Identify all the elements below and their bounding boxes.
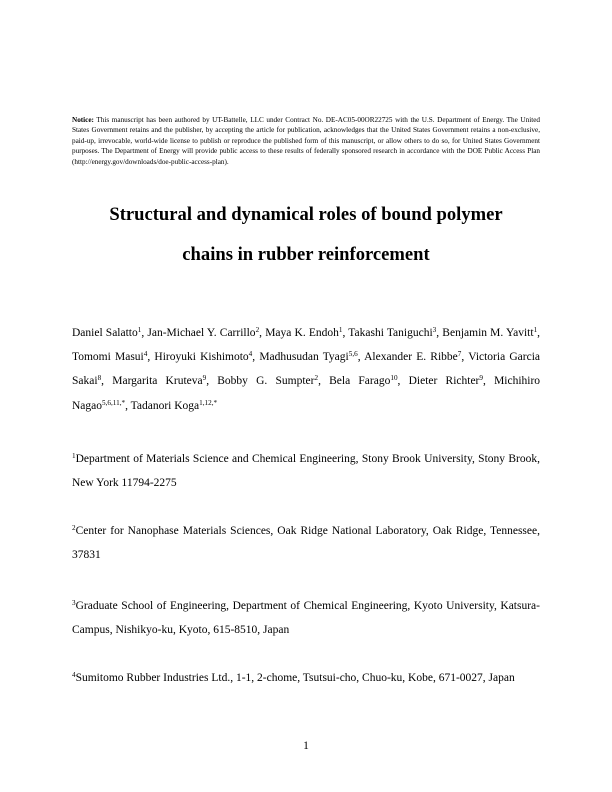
author-name: Tomomi Masui xyxy=(72,351,144,364)
author-name: Margarita Kruteva xyxy=(112,375,203,388)
page-number: 1 xyxy=(303,740,309,752)
notice-text: This manuscript has been authored by UT-Battelle, LLC under Contract No. DE-AC05-00OR22725 with the U.S. Department of Energy. The United States Government retains and the publisher, by accepting the article for publication, acknowledges that the United States Government retains a non-exclusive, paid-up, irrevocable, world-wide license to publish or reproduce the published form of this manuscript, or allow others to do so, for United States Government purposes. The Department of Energy will provide public access to these results of federally sponsored research in accordance with the DOE Public Access Plan (http://energy.gov/downloads/doe-public-access-plan). xyxy=(72,116,540,166)
author-name: Bela Farago xyxy=(329,375,391,388)
affiliation-marker: 4 xyxy=(72,671,76,679)
author-name: Dieter Richter xyxy=(408,375,480,388)
author-affiliation-marker: 8 xyxy=(97,374,102,383)
affiliation-1 xyxy=(72,447,540,496)
author-affiliation-marker: 1,12,* xyxy=(199,398,218,407)
author-affiliation-marker: 9 xyxy=(202,374,207,383)
author-name: Bobby G. Sumpter xyxy=(217,375,315,388)
author xyxy=(217,375,318,387)
author-name: Michihiro Nagao xyxy=(72,375,541,412)
affiliation-4 xyxy=(72,666,540,690)
author-name: Victoria Garcia Sakai xyxy=(72,351,541,388)
author-affiliation-marker: 10 xyxy=(390,374,398,383)
author-affiliation-marker: 7 xyxy=(457,350,462,359)
author-name: Jan-Michael Y. Carrillo xyxy=(147,327,256,339)
author-affiliation-marker: 9 xyxy=(479,374,483,383)
author-affiliation-marker: 2 xyxy=(255,326,260,334)
author-name: Alexander E. Ribbe xyxy=(364,351,458,364)
affiliation-text: Sumitomo Rubber Industries Ltd., 1-1, 2-chome, Tsutsui-cho, Chuo-ku, Kobe, 671-0027, Japan xyxy=(75,672,515,684)
author xyxy=(72,327,141,339)
affiliation-text: Department of Materials Science and Chemical Engineering, Stony Brook University, Stony Brook, New York 11794-2275 xyxy=(72,453,540,490)
author-name: Tadanori Koga xyxy=(130,399,200,412)
author-affiliation-marker: 2 xyxy=(314,374,319,383)
author xyxy=(259,351,357,363)
author xyxy=(364,351,461,363)
author xyxy=(154,351,252,363)
author xyxy=(329,375,397,387)
author-affiliation-marker: 5,6 xyxy=(348,350,358,359)
author-affiliation-marker: 4 xyxy=(248,350,253,359)
affiliation-text: Graduate School of Engineering, Department of Chemical Engineering, Kyoto University, Katsura-Campus, Nishikyo-ku, Kyoto, 615-8510, Japan xyxy=(72,600,540,637)
author xyxy=(131,400,217,412)
author xyxy=(442,327,537,339)
paper-title-line-2: chains in rubber reinforcement xyxy=(182,244,430,265)
affiliation-marker: 3 xyxy=(72,599,76,607)
author-name: Hiroyuki Kishimoto xyxy=(154,351,249,364)
author-list: Daniel Salatto$^1$, Jan-Michael Y. Carrillo$^2$, Maya K. Endoh$^1$, Takashi Taniguchi$^3$, Benjamin M. Yavitt$^1$, Tomomi Masui$^4$, Hiroyuki Kishimoto$^4$, Madhusudan Tyagi$^{5,6}$, Alexander E. Ribbe$^7$, Victoria Garcia Sakai$^8$, Margarita Kruteva$^9$, Bobby G. Sumpter$^2$, Bela Farago$^{10}$, Dieter Richter$^9$, Michihiro Nagao$^{5,6,11,*}$, Tadanori Koga$^{1,12,*}$ xyxy=(72,326,541,412)
author xyxy=(265,327,342,339)
affiliation-3 xyxy=(72,594,540,643)
author xyxy=(112,375,206,387)
affiliation-text: Center for Nanophase Materials Sciences, Oak Ridge National Laboratory, Oak Ridge, Tennessee, 37831 xyxy=(72,525,540,562)
author xyxy=(72,351,147,363)
author-name: Madhusudan Tyagi xyxy=(259,351,349,364)
author-affiliation-marker: 1 xyxy=(533,326,538,334)
author-affiliation-marker: 1 xyxy=(338,326,343,334)
paper-title-line-1: Structural and dynamical roles of bound polymer xyxy=(109,204,503,225)
author-affiliation-marker: 4 xyxy=(143,350,148,359)
author xyxy=(348,327,436,339)
author xyxy=(147,327,259,339)
author-name: Daniel Salatto xyxy=(72,327,138,339)
author-name: Benjamin M. Yavitt xyxy=(442,327,534,339)
author-affiliation-marker: 3 xyxy=(432,326,437,334)
copyright-notice xyxy=(72,115,540,167)
notice-label: Notice: xyxy=(72,116,94,124)
author-name: Takashi Taniguchi xyxy=(348,327,433,339)
author xyxy=(409,375,483,387)
affiliation-2 xyxy=(72,519,540,568)
author-affiliation-marker: 5,6,11,* xyxy=(102,398,126,407)
author-name: Maya K. Endoh xyxy=(265,327,339,339)
affiliation-marker: 2 xyxy=(72,524,76,532)
affiliation-marker: 1 xyxy=(72,452,76,460)
author-affiliation-marker: 1 xyxy=(137,326,142,334)
